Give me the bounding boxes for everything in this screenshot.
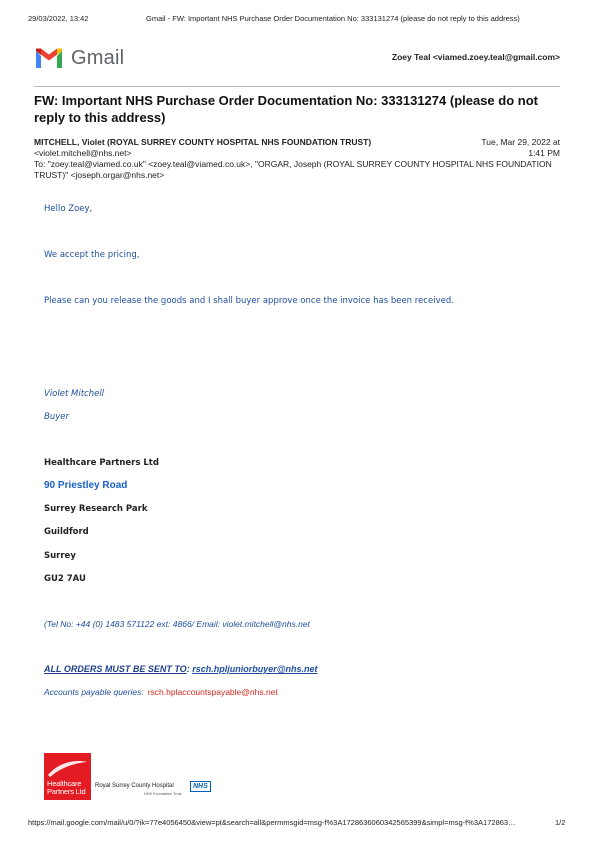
gmail-logo[interactable] (34, 44, 130, 72)
print-url: https://mail.google.com/mail/u/0/?ik=77e4056450&view=pt&search=all&permmsgid=msg-f%3A1728636060342565399&simpl=msg-f%3A172863… (28, 818, 516, 827)
hp-logo-line1: Healthcare (47, 779, 82, 788)
signature-name: Violet Mitchell (44, 389, 105, 399)
orders-label: ALL ORDERS MUST BE SENT TO (44, 664, 187, 674)
contact-prefix: (Tel No: +44 (0) 1483 571122 ext: 4866/ Email: (44, 619, 223, 629)
contact-line (44, 619, 310, 629)
print-page-number: 1/2 (555, 818, 566, 827)
message-date-line1: Tue, Mar 29, 2022 at (481, 137, 560, 147)
hospital-name: Royal Surrey County Hospital (95, 783, 174, 789)
payable-label: Accounts payable queries: (44, 687, 144, 697)
address-park: Surrey Research Park (44, 504, 148, 514)
sender-email: <violet.mitchell@nhs.net> (34, 147, 132, 158)
account-email: Zoey Teal <viamed.zoey.teal@gmail.com> (391, 52, 560, 62)
sender-name: MITCHELL, Violet (ROYAL SURREY COUNTY HOSPITAL NHS FOUNDATION TRUST) (34, 137, 372, 147)
orders-email-link[interactable]: rsch.hpljuniorbuyer@nhs.net (192, 664, 318, 674)
nhs-trust-label: NHS Foundation Trust (144, 792, 182, 796)
print-date: 29/03/2022, 13:42 (28, 14, 89, 23)
signature-role: Buyer (44, 412, 69, 422)
signature-org: Healthcare Partners Ltd (44, 458, 159, 468)
healthcare-partners-logo (44, 753, 91, 800)
header-divider (34, 86, 560, 87)
gmail-m-icon (34, 47, 64, 70)
recipients: To: "zoey.teal@viamed.co.uk" <zoey.teal@viamed.co.uk>, "ORGAR, Joseph (ROYAL SURREY COUNTY HOSPITAL NHS FOUNDATION TRUST)" <joseph.orgar@nhs.net> (34, 159, 552, 180)
email-subject: FW: Important NHS Purchase Order Documentation No: 333131274 (please do not reply to this address) (34, 93, 538, 125)
body-line-pricing: We accept the pricing, (44, 250, 140, 260)
orders-separator: : (186, 664, 193, 674)
print-title: Gmail - FW: Important NHS Purchase Order Documentation No: 333131274 (please do not reply to this address) (146, 14, 520, 23)
message-date-line2: 1:41 PM (528, 147, 560, 158)
address-county: Surrey (44, 551, 76, 561)
body-line-release: Please can you release the goods and I shall buyer approve once the invoice has been received. (44, 296, 454, 306)
gmail-logo-text: Gmail (71, 46, 125, 69)
nhs-logo: NHS (190, 781, 211, 792)
payable-line (44, 687, 278, 697)
hp-logo-line2: Partners Ltd (47, 787, 86, 796)
payable-email-link[interactable]: rsch.hplaccountspayable@nhs.net (147, 687, 278, 697)
body-greeting: Hello Zoey, (44, 204, 93, 214)
address-street-link[interactable]: 90 Priestley Road (44, 480, 128, 491)
address-town: Guildford (44, 527, 89, 537)
orders-line (44, 664, 317, 674)
message-date (460, 137, 560, 158)
contact-email-link[interactable]: violet.mitchell@nhs.net (222, 619, 310, 629)
address-postcode: GU2 7AU (44, 574, 86, 584)
